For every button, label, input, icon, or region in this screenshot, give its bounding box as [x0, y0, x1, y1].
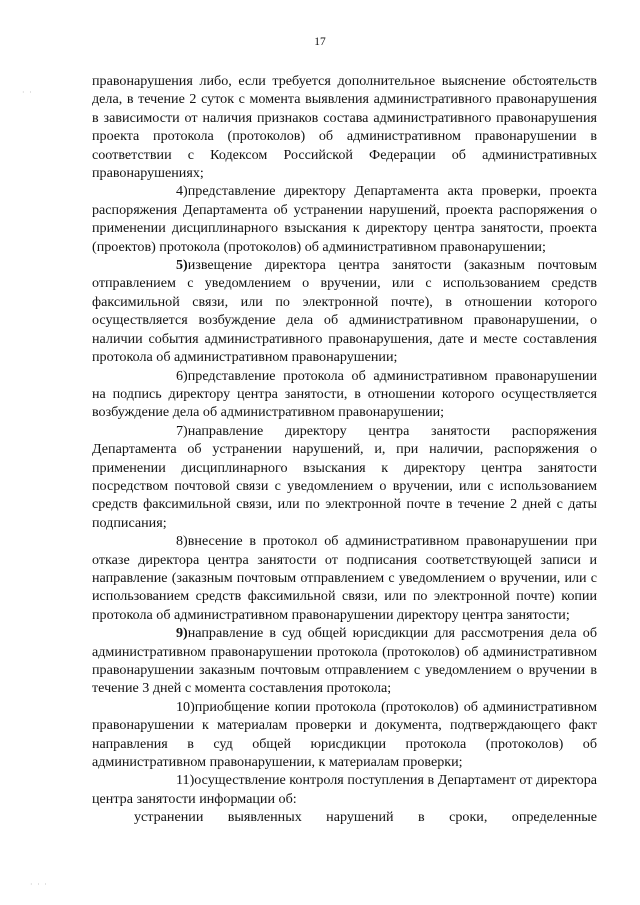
list-item-text: направление директору центра занятости распоряжения Департамента об устранении нарушений, и, при наличии, распоряжения о применении дисциплинарного взыскания к директору центра занятости посредством почтовой связи с уведомлением о вручении, или с использованием средств факсимильной связи, или по электронной почте в течение 2 дней с даты подписания;: [92, 422, 597, 531]
list-item-9: [92, 624, 597, 698]
list-item-4: [92, 182, 597, 256]
list-item-text: представление директору Департамента акта проверки, проекта распоряжения Департамента об устранении нарушений, проекта распоряжения о применении дисциплинарного взыскания к директору центра занятости, проекта (проектов) протокола (протоколов) об административном правонарушении;: [92, 183, 597, 255]
list-item-number: 5): [176, 257, 188, 274]
page-number: 17: [314, 36, 326, 48]
list-item-text: извещение директора центра занятости (заказным почтовым отправлением с уведомлением о вручении, или с использованием средств факсимильной связи, или по электронной почте), в отношении которого осуществляется возбуждение дела об административном правонарушении, о наличии события административного правонарушения, дате и месте составления протокола об административном правонарушении;: [92, 257, 597, 366]
list-item-5: [92, 256, 597, 366]
list-item-number: 10): [176, 698, 195, 715]
list-item-number: 7): [176, 422, 188, 439]
document-body: [92, 72, 597, 827]
scan-artifact: · ·: [22, 88, 33, 97]
list-item-11: [92, 771, 597, 808]
list-item-number: 9): [176, 625, 188, 642]
list-item-7: [92, 422, 597, 532]
list-item-text: осуществление контроля поступления в Департамент от директора центра занятости информации об:: [92, 772, 597, 807]
list-item-text: приобщение копии протокола (протоколов) об административном правонарушении к материалам проверки и документа, подтверждающего факт направления в суд общей юрисдикции протокола (протоколов) об административном правонарушении, к материалам проверки;: [92, 698, 597, 771]
list-item-6: [92, 367, 597, 422]
list-item-10: [92, 698, 597, 772]
list-item-number: 8): [176, 533, 188, 550]
scan-artifact: · · ·: [30, 880, 48, 889]
list-item-text: представление протокола об административном правонарушении на подпись директору центра занятости, в отношении которого осуществляется возбуждение дела об административном правонарушении;: [92, 367, 597, 421]
trailing-line: устранении выявленных нарушений в сроки, определенные: [134, 809, 597, 826]
list-item-text: направление в суд общей юрисдикции для рассмотрения дела об административном правонарушении протокола (протоколов) об административном правонарушении заказным почтовым отправлением с уведомлением о вручении в течение 3 дней с момента составления протокола;: [92, 625, 597, 697]
list-item-8: [92, 532, 597, 624]
continuation-paragraph: правонарушения либо, если требуется дополнительное выяснение обстоятельств дела, в течение 2 суток с момента выявления административного правонарушения в зависимости от наличия признаков состава административного правонарушения проекта протокола (протоколов) об административном правонарушении в соответствии с Кодексом Российской Федерации об административных правонарушениях;: [92, 73, 597, 182]
list-item-text: внесение в протокол об административном правонарушении при отказе директора центра занятости от подписания соответствующей записи и направление (заказным почтовым отправлением с уведомлением о вручении, или с использованием средств факсимильной связи, или по электронной почте) копии протокола об административном правонарушении директору центра занятости;: [92, 533, 597, 623]
list-item-number: 4): [176, 183, 188, 200]
list-item-number: 6): [176, 367, 188, 384]
list-item-number: 11): [176, 772, 195, 789]
